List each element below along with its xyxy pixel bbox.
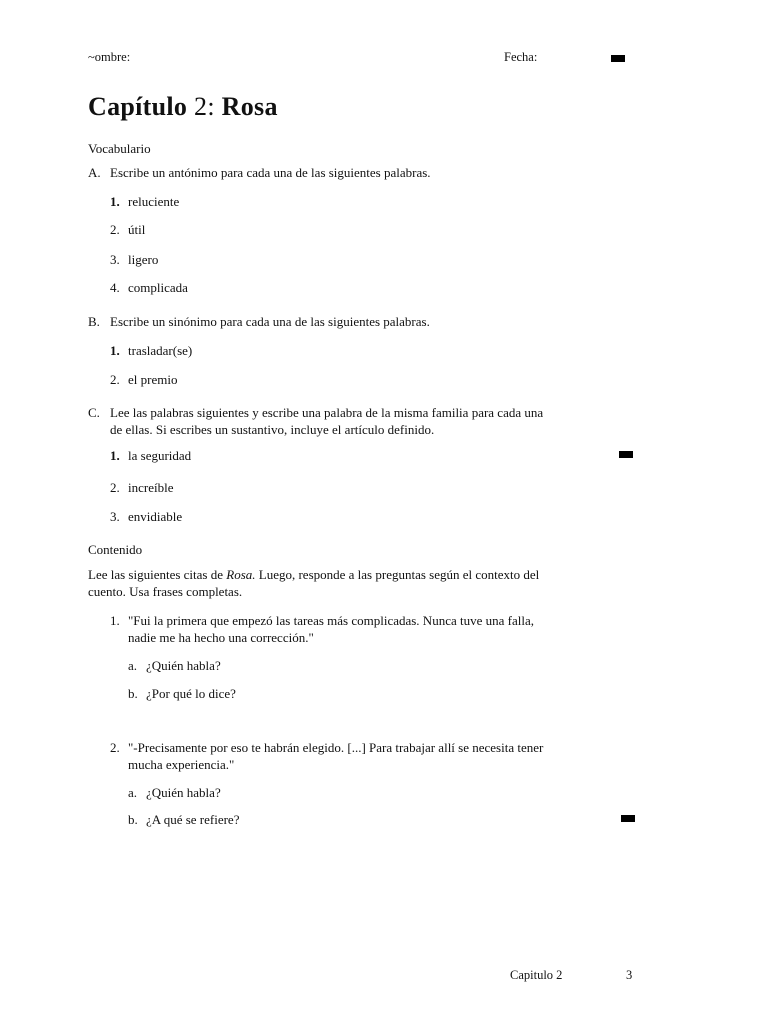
quote-number: 1. xyxy=(110,613,120,628)
item-number: 1. xyxy=(110,194,120,209)
item-number: 1. xyxy=(110,343,120,358)
item-number: 2. xyxy=(110,222,120,237)
section-a-letter: A. xyxy=(88,165,101,180)
content-intro-line2: cuento. Usa frases completas. xyxy=(88,584,243,599)
question-letter: a. xyxy=(128,785,138,800)
section-c-instruction-line1: Lee las palabras siguientes y escribe una palabra de la misma familia para cada una xyxy=(110,405,544,420)
date-label: Fecha: xyxy=(504,50,538,64)
section-a-instruction: Escribe un antónimo para cada una de las siguientes palabras. xyxy=(110,165,431,180)
item-number: 3. xyxy=(110,252,120,267)
story-title: Rosa. xyxy=(226,567,256,582)
name-label: ~ombre: xyxy=(88,50,131,64)
section-c-letter: C. xyxy=(88,405,100,420)
content-intro-line1 xyxy=(88,566,539,583)
page-title xyxy=(88,92,278,122)
question-text: ¿A qué se refiere? xyxy=(146,812,240,827)
vocab-word: ligero xyxy=(128,252,159,267)
question-letter: a. xyxy=(128,658,138,673)
content-heading: Contenido xyxy=(88,542,143,557)
quote-line: nadie me ha hecho una corrección." xyxy=(128,630,314,645)
vocab-word: envidiable xyxy=(128,509,183,524)
intro-text: Luego, responde a las preguntas según el contexto del xyxy=(255,567,540,582)
item-number: 1. xyxy=(110,448,120,463)
section-b-letter: B. xyxy=(88,314,100,329)
title-name: Rosa xyxy=(221,92,278,121)
section-b-instruction: Escribe un sinónimo para cada una de las siguientes palabras. xyxy=(110,314,430,329)
quote-number: 2. xyxy=(110,740,120,755)
question-text: ¿Por qué lo dice? xyxy=(146,686,236,701)
intro-text: Lee las siguientes citas de xyxy=(88,567,227,582)
redaction-mark xyxy=(619,451,633,458)
vocab-word: trasladar(se) xyxy=(128,343,193,358)
item-number: 2. xyxy=(110,480,120,495)
question-letter: b. xyxy=(128,812,138,827)
redaction-mark xyxy=(621,815,635,822)
vocab-heading: Vocabulario xyxy=(88,141,151,156)
question-letter: b. xyxy=(128,686,138,701)
section-c-instruction-line2: de ellas. Si escribes un sustantivo, incluye el artículo definido. xyxy=(110,422,435,437)
vocab-word: útil xyxy=(128,222,146,237)
item-number: 2. xyxy=(110,372,120,387)
quote-line: "-Precisamente por eso te habrán elegido. [...] Para trabajar allí se necesita tener xyxy=(128,740,544,755)
page-number: 3 xyxy=(626,968,633,982)
item-number: 3. xyxy=(110,509,120,524)
quote-line: "Fui la primera que empezó las tareas más complicadas. Nunca tuve una falla, xyxy=(128,613,534,628)
vocab-word: el premio xyxy=(128,372,178,387)
footer-chapter: Capitulo 2 xyxy=(510,968,563,982)
question-text: ¿Quién habla? xyxy=(146,785,221,800)
vocab-word: reluciente xyxy=(128,194,180,209)
question-text: ¿Quién habla? xyxy=(146,658,221,673)
redaction-mark xyxy=(611,55,625,62)
vocab-word: increíble xyxy=(128,480,174,495)
vocab-word: complicada xyxy=(128,280,188,295)
item-number: 4. xyxy=(110,280,120,295)
vocab-word: la seguridad xyxy=(128,448,192,463)
title-number: 2: xyxy=(194,92,215,121)
quote-line: mucha experiencia." xyxy=(128,757,235,772)
title-word: Capítulo xyxy=(88,92,188,121)
